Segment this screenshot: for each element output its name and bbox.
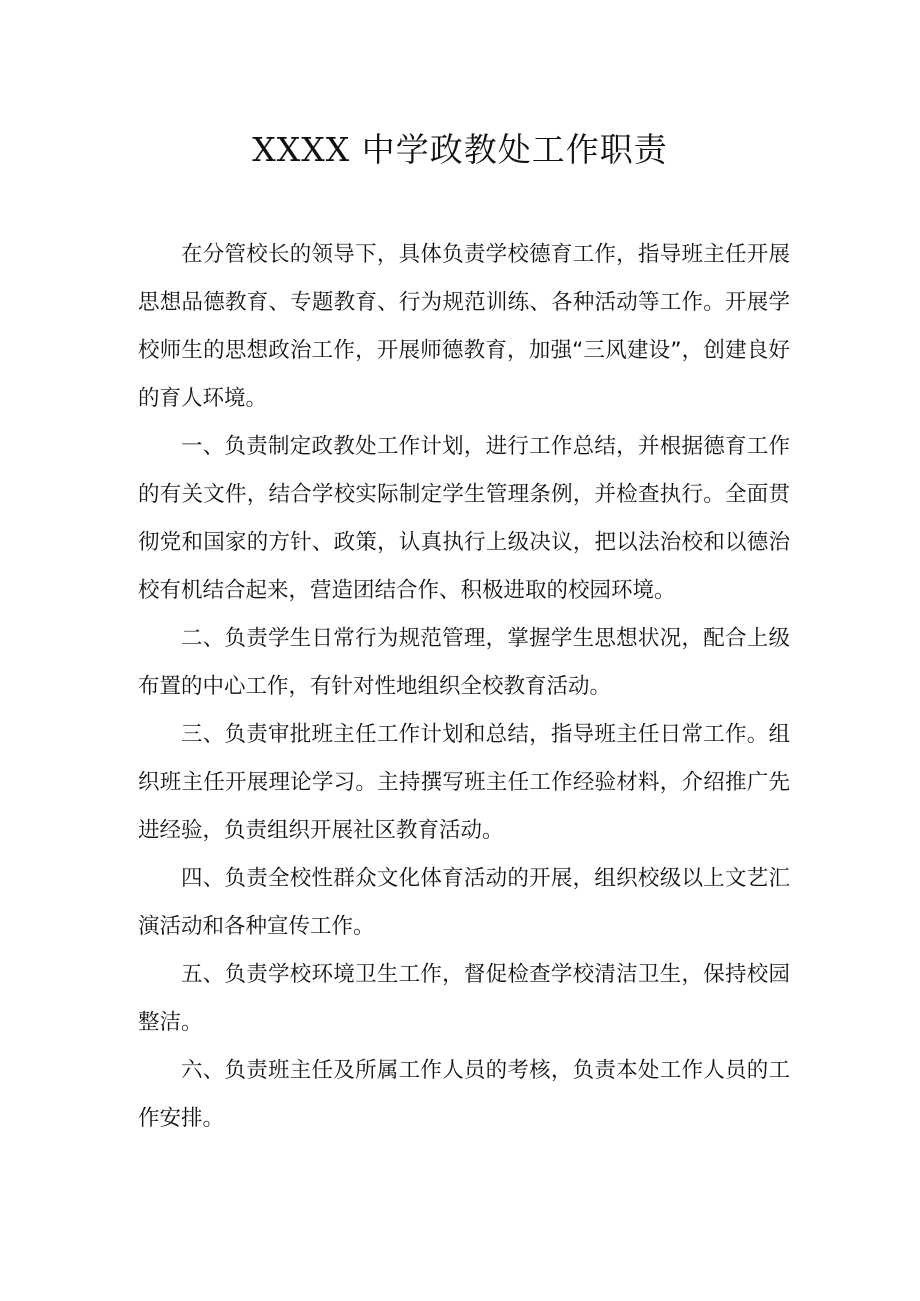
document-body — [138, 231, 790, 1143]
document-title: XXXX 中学政教处工作职责 — [252, 130, 668, 169]
duty-paragraph-4: 四、负责全校性群众文化体育活动的开展，组织校级以上文艺汇演活动和各种宣传工作。 — [138, 866, 790, 939]
duty-paragraph-5: 五、负责学校环境卫生工作，督促检查学校清洁卫生，保持校园整洁。 — [138, 962, 790, 1035]
duty-paragraph-2: 二、负责学生日常行为规范管理，掌握学生思想状况，配合上级布置的中心工作，有针对性地组织全校教育活动。 — [138, 626, 790, 699]
duty-paragraph-3: 三、负责审批班主任工作计划和总结，指导班主任日常工作。组织班主任开展理论学习。主持撰写班主任工作经验材料，介绍推广先进经验，负责组织开展社区教育活动。 — [138, 722, 790, 843]
duty-paragraph-6: 六、负责班主任及所属工作人员的考核，负责本处工作人员的工作安排。 — [138, 1058, 790, 1131]
duty-paragraph-1: 一、负责制定政教处工作计划，进行工作总结，并根据德育工作的有关文件，结合学校实际制定学生管理条例，并检查执行。全面贯彻党和国家的方针、政策，认真执行上级决议，把以法治校和以德治校有机结合起来，营造团结合作、积极进取的校园环境。 — [138, 434, 790, 603]
intro-paragraph: 在分管校长的领导下，具体负责学校德育工作，指导班主任开展思想品德教育、专题教育、行为规范训练、各种活动等工作。开展学校师生的思想政治工作，开展师德教育，加强“三风建设”，创建良好的育人环境。 — [138, 242, 790, 411]
